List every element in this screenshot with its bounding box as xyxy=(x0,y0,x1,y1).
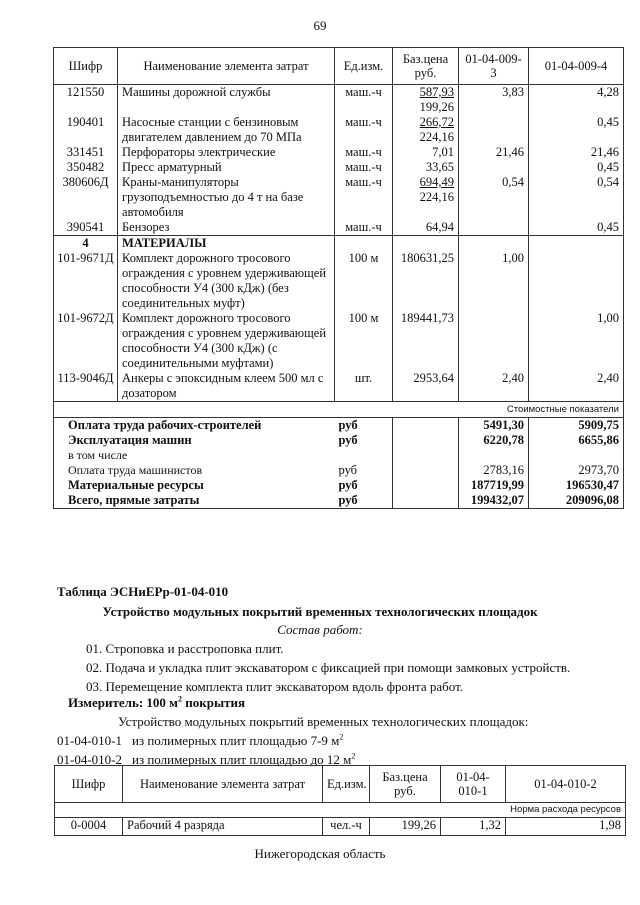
cell-price xyxy=(393,85,459,116)
norm-caption: Норма расхода ресурсов xyxy=(55,803,626,818)
empty-cell xyxy=(393,478,459,493)
caption-row xyxy=(55,803,626,818)
cell-unit: маш.-ч xyxy=(335,85,393,116)
cell-price xyxy=(393,145,459,160)
cell-unit: 100 м xyxy=(335,251,393,311)
column-header-norm-2: 01-04-010-2 xyxy=(506,766,626,803)
empty-cell xyxy=(459,236,529,252)
table-row xyxy=(54,311,624,371)
summary-value-1: 2783,16 xyxy=(459,463,529,478)
summary-value-2: 209096,08 xyxy=(529,493,624,509)
summary-label: Оплата труда машинистов xyxy=(54,463,335,478)
summary-value-2: 5909,75 xyxy=(529,418,624,434)
cell-norm-2: 2,40 xyxy=(529,371,624,402)
cell-price xyxy=(393,115,459,145)
summary-label: в том числе xyxy=(54,448,335,463)
cell-price: 2953,64 xyxy=(393,371,459,402)
summary-row xyxy=(54,478,624,493)
measure-unit: Измеритель: 100 $м^2$ покрытия xyxy=(68,694,246,710)
empty-cell xyxy=(335,236,393,252)
table-row xyxy=(54,160,624,175)
summary-row xyxy=(54,418,624,434)
variant-code: 01-04-010-2 xyxy=(57,752,122,767)
summary-value-2: 2973,70 xyxy=(529,463,624,478)
variant-text: из полимерных плит площадью до 12 $м^2$ xyxy=(132,751,356,767)
summary-label: Оплата труда рабочих-строителей xyxy=(54,418,335,434)
price-value: 64,94 xyxy=(425,220,454,234)
price-value: 266,72 xyxy=(419,115,454,129)
cell-code: 331451 xyxy=(54,145,118,160)
column-header-norm-2: 01-04-009-4 xyxy=(529,48,624,85)
name-line: двигателем давлением до 70 МПа xyxy=(122,130,302,144)
summary-row xyxy=(54,433,624,448)
cell-norm-2: 0,45 xyxy=(529,115,624,145)
name-line: способности У4 (300 кДж) (без xyxy=(122,281,289,295)
cell-norm-1 xyxy=(459,220,529,236)
section-row xyxy=(54,236,624,252)
summary-value-1: 187719,99 xyxy=(459,478,529,493)
column-header-unit: Ед.изм. xyxy=(335,48,393,85)
table-title: Таблица ЭСНиЕРр-01-04-010 xyxy=(57,584,229,599)
empty-cell xyxy=(393,418,459,434)
column-header-unit: Ед.изм. xyxy=(323,766,370,803)
cell-price xyxy=(393,160,459,175)
cell-code: 390541 xyxy=(54,220,118,236)
resource-table-01-04-010 xyxy=(54,765,626,836)
variant-code: 01-04-010-1 xyxy=(57,733,122,748)
cell-norm-1: 21,46 xyxy=(459,145,529,160)
empty-cell xyxy=(393,448,459,463)
section-title: МАТЕРИАЛЫ xyxy=(118,236,335,252)
labor-price-value: 224,16 xyxy=(419,190,454,204)
cell-code: 190401 xyxy=(54,115,118,145)
cell-name xyxy=(118,115,335,145)
cell-name xyxy=(118,220,335,236)
cell-name xyxy=(118,85,335,116)
summary-row xyxy=(54,493,624,509)
column-header-norm-1: 01-04-010-1 xyxy=(441,766,506,803)
summary-unit: руб xyxy=(335,418,393,434)
summary-row xyxy=(54,448,624,463)
column-header-price: Баз.цена руб. xyxy=(393,48,459,85)
summary-value-1 xyxy=(459,448,529,463)
table-row xyxy=(54,175,624,220)
page-footer: Нижегородская область xyxy=(254,846,386,861)
empty-cell xyxy=(529,236,624,252)
name-line: Комплект дорожного тросового xyxy=(122,311,291,325)
cell-name xyxy=(118,175,335,220)
cost-caption: Стоимостные показатели xyxy=(54,402,624,418)
price-value: 7,01 xyxy=(432,145,454,159)
variants-description: Устройство модульных покрытий временных технологических площадок: xyxy=(118,714,529,729)
cell-price: 189441,73 xyxy=(393,311,459,371)
name-line: Краны-манипуляторы xyxy=(122,175,239,189)
cell-unit: чел.-ч xyxy=(323,818,370,836)
table-row xyxy=(54,371,624,402)
empty-cell xyxy=(393,433,459,448)
labor-price-value: 199,26 xyxy=(419,100,454,114)
column-header-name: Наименование элемента затрат xyxy=(118,48,335,85)
summary-unit: руб xyxy=(335,433,393,448)
table-row xyxy=(54,220,624,236)
table-row xyxy=(54,251,624,311)
name-line: автомобиля xyxy=(122,205,184,219)
name-line: Анкеры с эпоксидным клеем 500 мл с xyxy=(122,371,324,385)
table-row xyxy=(54,85,624,116)
cell-code: 101-9671Д xyxy=(54,251,118,311)
cell-norm-2: 1,98 xyxy=(506,818,626,836)
price-value: 587,93 xyxy=(419,85,454,99)
cell-norm-1 xyxy=(459,160,529,175)
name-line: Перфораторы электрические xyxy=(122,145,276,159)
cell-norm-2: 0,45 xyxy=(529,160,624,175)
name-line: соединительными муфтами) xyxy=(122,356,274,370)
cell-norm-1: 1,32 xyxy=(441,818,506,836)
cell-name xyxy=(118,311,335,371)
cell-unit: маш.-ч xyxy=(335,160,393,175)
cell-unit: шт. xyxy=(335,371,393,402)
cell-norm-1: 1,00 xyxy=(459,251,529,311)
cell-unit: маш.-ч xyxy=(335,115,393,145)
cell-norm-2: 4,28 xyxy=(529,85,624,116)
column-header-price: Баз.цена руб. xyxy=(370,766,441,803)
cell-unit: маш.-ч xyxy=(335,220,393,236)
labor-price-value: 224,16 xyxy=(419,130,454,144)
cell-norm-2: 21,46 xyxy=(529,145,624,160)
cell-price xyxy=(393,220,459,236)
cell-norm-1: 3,83 xyxy=(459,85,529,116)
cell-price: 199,26 xyxy=(370,818,441,836)
summary-label: Эксплуатация машин xyxy=(54,433,335,448)
name-line: Насосные станции с бензиновым xyxy=(122,115,299,129)
summary-unit: руб xyxy=(335,493,393,509)
table-header-row xyxy=(54,48,624,85)
cell-code: 350482 xyxy=(54,160,118,175)
cell-unit: маш.-ч xyxy=(335,175,393,220)
summary-row xyxy=(54,463,624,478)
name-line: Комплект дорожного тросового xyxy=(122,251,291,265)
column-header-code: Шифр xyxy=(54,48,118,85)
column-header-code: Шифр xyxy=(55,766,123,803)
cell-norm-1 xyxy=(459,311,529,371)
cell-name: Рабочий 4 разряда xyxy=(123,818,323,836)
name-line: соединительных муфт) xyxy=(122,296,245,310)
cell-unit: маш.-ч xyxy=(335,145,393,160)
cell-norm-2: 0,45 xyxy=(529,220,624,236)
summary-unit xyxy=(335,448,393,463)
cell-name xyxy=(118,251,335,311)
table-row xyxy=(54,115,624,145)
summary-value-1: 6220,78 xyxy=(459,433,529,448)
cell-norm-2: 1,00 xyxy=(529,311,624,371)
column-header-norm-1: 01-04-009-3 xyxy=(459,48,529,85)
cell-name xyxy=(118,371,335,402)
empty-cell xyxy=(393,463,459,478)
summary-value-2: 6655,86 xyxy=(529,433,624,448)
cell-price: 180631,25 xyxy=(393,251,459,311)
table-row xyxy=(55,818,626,836)
price-value: 694,49 xyxy=(419,175,454,189)
cell-price xyxy=(393,175,459,220)
name-line: Пресс арматурный xyxy=(122,160,222,174)
price-value: 33,65 xyxy=(425,160,454,174)
name-line: Машины дорожной службы xyxy=(122,85,271,99)
summary-label: Всего, прямые затраты xyxy=(54,493,335,509)
cell-name xyxy=(118,145,335,160)
cell-code: 101-9672Д xyxy=(54,311,118,371)
cell-norm-2: 0,54 xyxy=(529,175,624,220)
resource-table-01-04-009 xyxy=(53,47,624,509)
summary-unit: руб xyxy=(335,478,393,493)
cell-unit: 100 м xyxy=(335,311,393,371)
cell-norm-1 xyxy=(459,115,529,145)
cell-code: 0-0004 xyxy=(55,818,123,836)
name-line: ограждения с уровнем удерживающей xyxy=(122,266,327,280)
page-number: 69 xyxy=(313,18,327,33)
variant-text: из полимерных плит площадью 7-9 $м^2$ xyxy=(132,732,344,748)
work-item: 01. Строповка и расстроповка плит. xyxy=(86,641,284,656)
cell-code: 380606Д xyxy=(54,175,118,220)
empty-cell xyxy=(393,493,459,509)
cell-norm-1: 0,54 xyxy=(459,175,529,220)
caption-row xyxy=(54,402,624,418)
name-line: грузоподъемностью до 4 т на базе xyxy=(122,190,304,204)
works-title: Состав работ: xyxy=(277,622,363,637)
summary-value-2 xyxy=(529,448,624,463)
cell-code: 121550 xyxy=(54,85,118,116)
cell-norm-1: 2,40 xyxy=(459,371,529,402)
table-header-row xyxy=(55,766,626,803)
name-line: способности У4 (300 кДж) (с xyxy=(122,341,278,355)
name-line: ограждения с уровнем удерживающей xyxy=(122,326,327,340)
summary-value-2: 196530,47 xyxy=(529,478,624,493)
summary-value-1: 5491,30 xyxy=(459,418,529,434)
work-item: 03. Перемещение комплекта плит экскаватором вдоль фронта работ. xyxy=(86,679,464,694)
cell-code: 113-9046Д xyxy=(54,371,118,402)
section-number: 4 xyxy=(54,236,118,252)
section-heading: Устройство модульных покрытий временных технологических площадок xyxy=(102,604,538,619)
name-line: дозатором xyxy=(122,386,177,400)
summary-unit: руб xyxy=(335,463,393,478)
cell-name xyxy=(118,160,335,175)
summary-label: Материальные ресурсы xyxy=(54,478,335,493)
column-header-name: Наименование элемента затрат xyxy=(123,766,323,803)
work-item: 02. Подача и укладка плит экскаватором с фиксацией при помощи замковых устройств. xyxy=(86,660,571,675)
cell-norm-2 xyxy=(529,251,624,311)
name-line: Бензорез xyxy=(122,220,170,234)
empty-cell xyxy=(393,236,459,252)
table-row xyxy=(54,145,624,160)
summary-value-1: 199432,07 xyxy=(459,493,529,509)
